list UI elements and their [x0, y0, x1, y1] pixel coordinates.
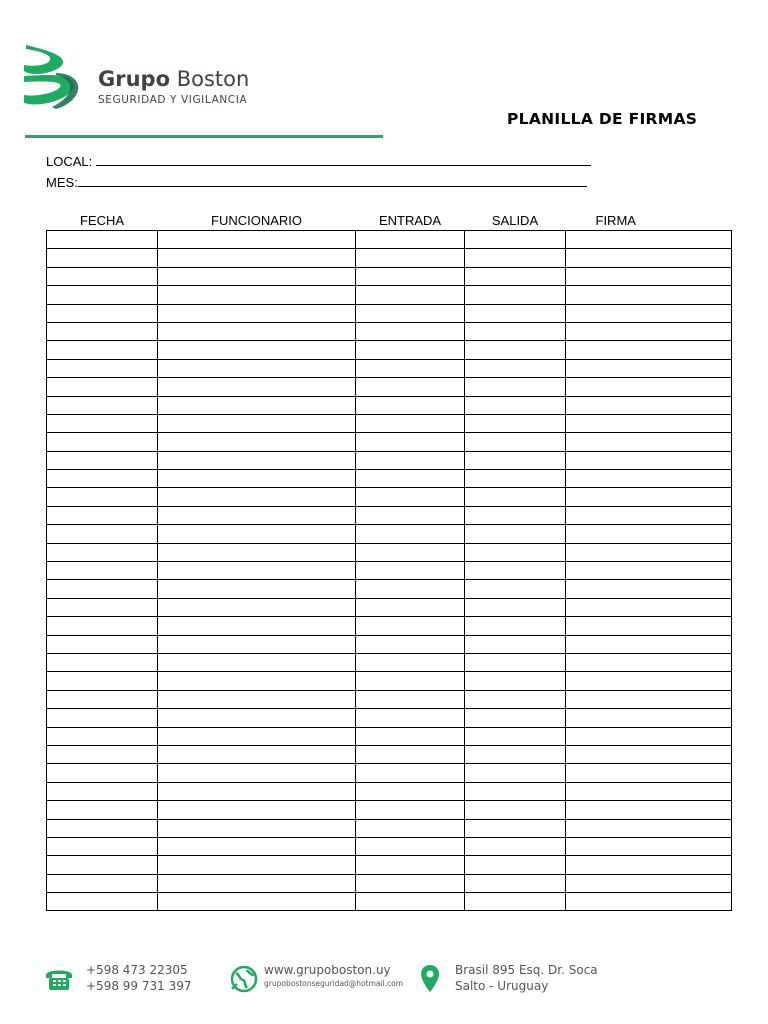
cell-fecha[interactable]	[47, 304, 158, 322]
cell-funcionario[interactable]	[158, 378, 356, 396]
cell-funcionario[interactable]	[158, 801, 356, 819]
cell-salida[interactable]	[465, 874, 566, 892]
cell-entrada[interactable]	[356, 543, 465, 561]
cell-entrada[interactable]	[356, 525, 465, 543]
cell-salida[interactable]	[465, 322, 566, 340]
cell-fecha[interactable]	[47, 801, 158, 819]
website-link[interactable]: www.grupoboston.uy	[264, 963, 391, 977]
cell-firma[interactable]	[566, 414, 732, 432]
cell-funcionario[interactable]	[158, 856, 356, 874]
cell-salida[interactable]	[465, 359, 566, 377]
table-row	[47, 893, 732, 911]
cell-funcionario[interactable]	[158, 470, 356, 488]
column-header-firma: FIRMA	[595, 213, 636, 228]
cell-entrada[interactable]	[356, 414, 465, 432]
cell-entrada[interactable]	[356, 470, 465, 488]
phone-number-1[interactable]: +598 473 22305	[86, 963, 188, 977]
cell-fecha[interactable]	[47, 525, 158, 543]
cell-firma[interactable]	[566, 653, 732, 671]
cell-fecha[interactable]	[47, 764, 158, 782]
cell-firma[interactable]	[566, 672, 732, 690]
cell-firma[interactable]	[566, 488, 732, 506]
table-row	[47, 341, 732, 359]
cell-funcionario[interactable]	[158, 322, 356, 340]
cell-fecha[interactable]	[47, 322, 158, 340]
cell-salida[interactable]	[465, 635, 566, 653]
address-line-1: Brasil 895 Esq. Dr. Soca	[455, 963, 598, 977]
cell-salida[interactable]	[465, 653, 566, 671]
mes-label: MES:	[46, 175, 78, 190]
brand-name: Grupo Boston	[98, 67, 250, 91]
cell-firma[interactable]	[566, 433, 732, 451]
cell-entrada[interactable]	[356, 598, 465, 616]
cell-salida[interactable]	[465, 433, 566, 451]
cell-firma[interactable]	[566, 562, 732, 580]
cell-funcionario[interactable]	[158, 635, 356, 653]
cell-fecha[interactable]	[47, 672, 158, 690]
table-row	[47, 525, 732, 543]
cell-funcionario[interactable]	[158, 341, 356, 359]
cell-entrada[interactable]	[356, 709, 465, 727]
table-row	[47, 359, 732, 377]
column-header-salida: SALIDA	[491, 213, 539, 228]
cell-fecha[interactable]	[47, 635, 158, 653]
table-row	[47, 267, 732, 285]
address-line-2: Salto - Uruguay	[455, 979, 549, 993]
cell-funcionario[interactable]	[158, 874, 356, 892]
cell-entrada[interactable]	[356, 341, 465, 359]
cell-funcionario[interactable]	[158, 617, 356, 635]
cell-fecha[interactable]	[47, 562, 158, 580]
table-row	[47, 543, 732, 561]
column-header-funcionario: FUNCIONARIO	[211, 213, 302, 228]
cell-fecha[interactable]	[47, 451, 158, 469]
cell-firma[interactable]	[566, 231, 732, 249]
cell-entrada[interactable]	[356, 580, 465, 598]
cell-salida[interactable]	[465, 451, 566, 469]
cell-entrada[interactable]	[356, 562, 465, 580]
cell-fecha[interactable]	[47, 267, 158, 285]
cell-salida[interactable]	[465, 893, 566, 911]
cell-entrada[interactable]	[356, 286, 465, 304]
signature-table	[46, 212, 732, 911]
cell-entrada[interactable]	[356, 617, 465, 635]
local-fill-line[interactable]	[96, 153, 591, 166]
cell-salida[interactable]	[465, 506, 566, 524]
cell-salida[interactable]	[465, 470, 566, 488]
cell-firma[interactable]	[566, 267, 732, 285]
cell-firma[interactable]	[566, 782, 732, 800]
cell-funcionario[interactable]	[158, 451, 356, 469]
cell-entrada[interactable]	[356, 653, 465, 671]
cell-fecha[interactable]	[47, 819, 158, 837]
cell-salida[interactable]	[465, 856, 566, 874]
cell-fecha[interactable]	[47, 893, 158, 911]
cell-funcionario[interactable]	[158, 359, 356, 377]
cell-firma[interactable]	[566, 709, 732, 727]
cell-firma[interactable]	[566, 304, 732, 322]
table-row	[47, 745, 732, 763]
cell-fecha[interactable]	[47, 414, 158, 432]
cell-fecha[interactable]	[47, 286, 158, 304]
cell-entrada[interactable]	[356, 359, 465, 377]
table-row	[47, 690, 732, 708]
cell-salida[interactable]	[465, 672, 566, 690]
cell-salida[interactable]	[465, 727, 566, 745]
cell-firma[interactable]	[566, 543, 732, 561]
cell-fecha[interactable]	[47, 598, 158, 616]
cell-entrada[interactable]	[356, 322, 465, 340]
cell-fecha[interactable]	[47, 488, 158, 506]
cell-entrada[interactable]	[356, 267, 465, 285]
mes-field	[46, 174, 587, 191]
table-row	[47, 801, 732, 819]
cell-funcionario[interactable]	[158, 819, 356, 837]
cell-firma[interactable]	[566, 341, 732, 359]
cell-salida[interactable]	[465, 286, 566, 304]
cell-entrada[interactable]	[356, 801, 465, 819]
cell-fecha[interactable]	[47, 856, 158, 874]
cell-firma[interactable]	[566, 378, 732, 396]
table-row	[47, 414, 732, 432]
cell-funcionario[interactable]	[158, 598, 356, 616]
cell-fecha[interactable]	[47, 341, 158, 359]
cell-firma[interactable]	[566, 359, 732, 377]
cell-salida[interactable]	[465, 782, 566, 800]
table-row	[47, 470, 732, 488]
cell-salida[interactable]	[465, 396, 566, 414]
cell-funcionario[interactable]	[158, 543, 356, 561]
cell-firma[interactable]	[566, 819, 732, 837]
cell-funcionario[interactable]	[158, 653, 356, 671]
cell-salida[interactable]	[465, 249, 566, 267]
table-row	[47, 819, 732, 837]
local-field	[46, 153, 591, 170]
cell-entrada[interactable]	[356, 856, 465, 874]
column-header-entrada: ENTRADA	[378, 213, 442, 228]
cell-entrada[interactable]	[356, 378, 465, 396]
globe-icon	[229, 964, 259, 994]
table-row	[47, 304, 732, 322]
cell-fecha[interactable]	[47, 249, 158, 267]
cell-salida[interactable]	[465, 580, 566, 598]
cell-fecha[interactable]	[47, 396, 158, 414]
cell-fecha[interactable]	[47, 470, 158, 488]
table-row	[47, 635, 732, 653]
table-row	[47, 598, 732, 616]
header-divider	[25, 135, 383, 138]
mes-fill-line[interactable]	[78, 174, 587, 187]
table-row	[47, 874, 732, 892]
cell-entrada[interactable]	[356, 727, 465, 745]
table-row	[47, 580, 732, 598]
cell-firma[interactable]	[566, 745, 732, 763]
cell-funcionario[interactable]	[158, 506, 356, 524]
cell-salida[interactable]	[465, 617, 566, 635]
cell-firma[interactable]	[566, 856, 732, 874]
cell-firma[interactable]	[566, 286, 732, 304]
cell-firma[interactable]	[566, 525, 732, 543]
address-block	[455, 962, 598, 994]
cell-salida[interactable]	[465, 709, 566, 727]
cell-fecha[interactable]	[47, 580, 158, 598]
cell-fecha[interactable]	[47, 359, 158, 377]
cell-entrada[interactable]	[356, 782, 465, 800]
cell-fecha[interactable]	[47, 378, 158, 396]
brand-tagline: SEGURIDAD Y VIGILANCIA	[98, 94, 248, 106]
table-row	[47, 727, 732, 745]
cell-firma[interactable]	[566, 690, 732, 708]
cell-funcionario[interactable]	[158, 672, 356, 690]
email-link[interactable]: grupobostonseguridad@hotmail.com	[264, 979, 404, 988]
cell-fecha[interactable]	[47, 617, 158, 635]
cell-funcionario[interactable]	[158, 525, 356, 543]
cell-firma[interactable]	[566, 893, 732, 911]
cell-fecha[interactable]	[47, 433, 158, 451]
cell-salida[interactable]	[465, 562, 566, 580]
cell-funcionario[interactable]	[158, 488, 356, 506]
cell-salida[interactable]	[465, 304, 566, 322]
cell-funcionario[interactable]	[158, 837, 356, 855]
cell-funcionario[interactable]	[158, 580, 356, 598]
cell-fecha[interactable]	[47, 709, 158, 727]
table-row	[47, 653, 732, 671]
cell-entrada[interactable]	[356, 874, 465, 892]
cell-funcionario[interactable]	[158, 396, 356, 414]
telephone-icon	[44, 966, 74, 992]
cell-funcionario[interactable]	[158, 562, 356, 580]
cell-salida[interactable]	[465, 598, 566, 616]
cell-salida[interactable]	[465, 267, 566, 285]
cell-firma[interactable]	[566, 322, 732, 340]
phone-number-2[interactable]: +598 99 731 397	[86, 979, 192, 993]
table-row	[47, 856, 732, 874]
column-header-fecha: FECHA	[79, 213, 125, 228]
cell-entrada[interactable]	[356, 745, 465, 763]
cell-firma[interactable]	[566, 580, 732, 598]
cell-funcionario[interactable]	[158, 304, 356, 322]
cell-entrada[interactable]	[356, 764, 465, 782]
cell-fecha[interactable]	[47, 745, 158, 763]
table-row	[47, 378, 732, 396]
cell-firma[interactable]	[566, 506, 732, 524]
cell-firma[interactable]	[566, 874, 732, 892]
cell-entrada[interactable]	[356, 672, 465, 690]
cell-entrada[interactable]	[356, 506, 465, 524]
cell-firma[interactable]	[566, 764, 732, 782]
cell-entrada[interactable]	[356, 819, 465, 837]
cell-entrada[interactable]	[356, 396, 465, 414]
table-row	[47, 709, 732, 727]
cell-funcionario[interactable]	[158, 286, 356, 304]
cell-funcionario[interactable]	[158, 433, 356, 451]
cell-funcionario[interactable]	[158, 727, 356, 745]
cell-funcionario[interactable]	[158, 231, 356, 249]
cell-fecha[interactable]	[47, 653, 158, 671]
cell-entrada[interactable]	[356, 635, 465, 653]
cell-salida[interactable]	[465, 341, 566, 359]
cell-salida[interactable]	[465, 764, 566, 782]
cell-funcionario[interactable]	[158, 414, 356, 432]
cell-firma[interactable]	[566, 837, 732, 855]
cell-funcionario[interactable]	[158, 249, 356, 267]
cell-salida[interactable]	[465, 378, 566, 396]
cell-funcionario[interactable]	[158, 745, 356, 763]
cell-funcionario[interactable]	[158, 690, 356, 708]
cell-salida[interactable]	[465, 690, 566, 708]
table-row	[47, 286, 732, 304]
cell-firma[interactable]	[566, 635, 732, 653]
cell-salida[interactable]	[465, 801, 566, 819]
table-row	[47, 488, 732, 506]
cell-firma[interactable]	[566, 470, 732, 488]
cell-firma[interactable]	[566, 249, 732, 267]
cell-entrada[interactable]	[356, 837, 465, 855]
table-row	[47, 617, 732, 635]
document-title: PLANILLA DE FIRMAS	[507, 110, 698, 128]
cell-fecha[interactable]	[47, 727, 158, 745]
table-row	[47, 672, 732, 690]
table-body	[47, 231, 732, 911]
cell-fecha[interactable]	[47, 837, 158, 855]
cell-fecha[interactable]	[47, 506, 158, 524]
table-row	[47, 322, 732, 340]
cell-funcionario[interactable]	[158, 764, 356, 782]
cell-salida[interactable]	[465, 543, 566, 561]
table-row	[47, 837, 732, 855]
local-label: LOCAL:	[46, 154, 93, 169]
cell-funcionario[interactable]	[158, 709, 356, 727]
phone-block	[86, 962, 191, 994]
table-row	[47, 764, 732, 782]
cell-entrada[interactable]	[356, 488, 465, 506]
cell-fecha[interactable]	[47, 690, 158, 708]
cell-entrada[interactable]	[356, 304, 465, 322]
cell-salida[interactable]	[465, 414, 566, 432]
cell-firma[interactable]	[566, 617, 732, 635]
cell-fecha[interactable]	[47, 874, 158, 892]
cell-entrada[interactable]	[356, 231, 465, 249]
cell-salida[interactable]	[465, 231, 566, 249]
cell-entrada[interactable]	[356, 433, 465, 451]
table-row	[47, 231, 732, 249]
table-row	[47, 451, 732, 469]
cell-salida[interactable]	[465, 488, 566, 506]
cell-entrada[interactable]	[356, 249, 465, 267]
cell-salida[interactable]	[465, 819, 566, 837]
cell-firma[interactable]	[566, 727, 732, 745]
letter-b-logo-icon	[22, 43, 84, 111]
map-pin-icon	[420, 964, 440, 994]
cell-funcionario[interactable]	[158, 893, 356, 911]
web-block	[264, 962, 403, 989]
cell-entrada[interactable]	[356, 893, 465, 911]
cell-entrada[interactable]	[356, 451, 465, 469]
table-row	[47, 396, 732, 414]
cell-fecha[interactable]	[47, 782, 158, 800]
cell-salida[interactable]	[465, 745, 566, 763]
cell-entrada[interactable]	[356, 690, 465, 708]
cell-fecha[interactable]	[47, 231, 158, 249]
cell-firma[interactable]	[566, 396, 732, 414]
table-row	[47, 249, 732, 267]
table-row	[47, 506, 732, 524]
cell-salida[interactable]	[465, 837, 566, 855]
cell-fecha[interactable]	[47, 543, 158, 561]
cell-salida[interactable]	[465, 525, 566, 543]
table-row	[47, 433, 732, 451]
brand-block	[98, 67, 249, 107]
table-row	[47, 562, 732, 580]
cell-funcionario[interactable]	[158, 267, 356, 285]
cell-firma[interactable]	[566, 451, 732, 469]
cell-firma[interactable]	[566, 598, 732, 616]
table-row	[47, 782, 732, 800]
cell-funcionario[interactable]	[158, 782, 356, 800]
cell-firma[interactable]	[566, 801, 732, 819]
table-header-row	[47, 212, 732, 231]
